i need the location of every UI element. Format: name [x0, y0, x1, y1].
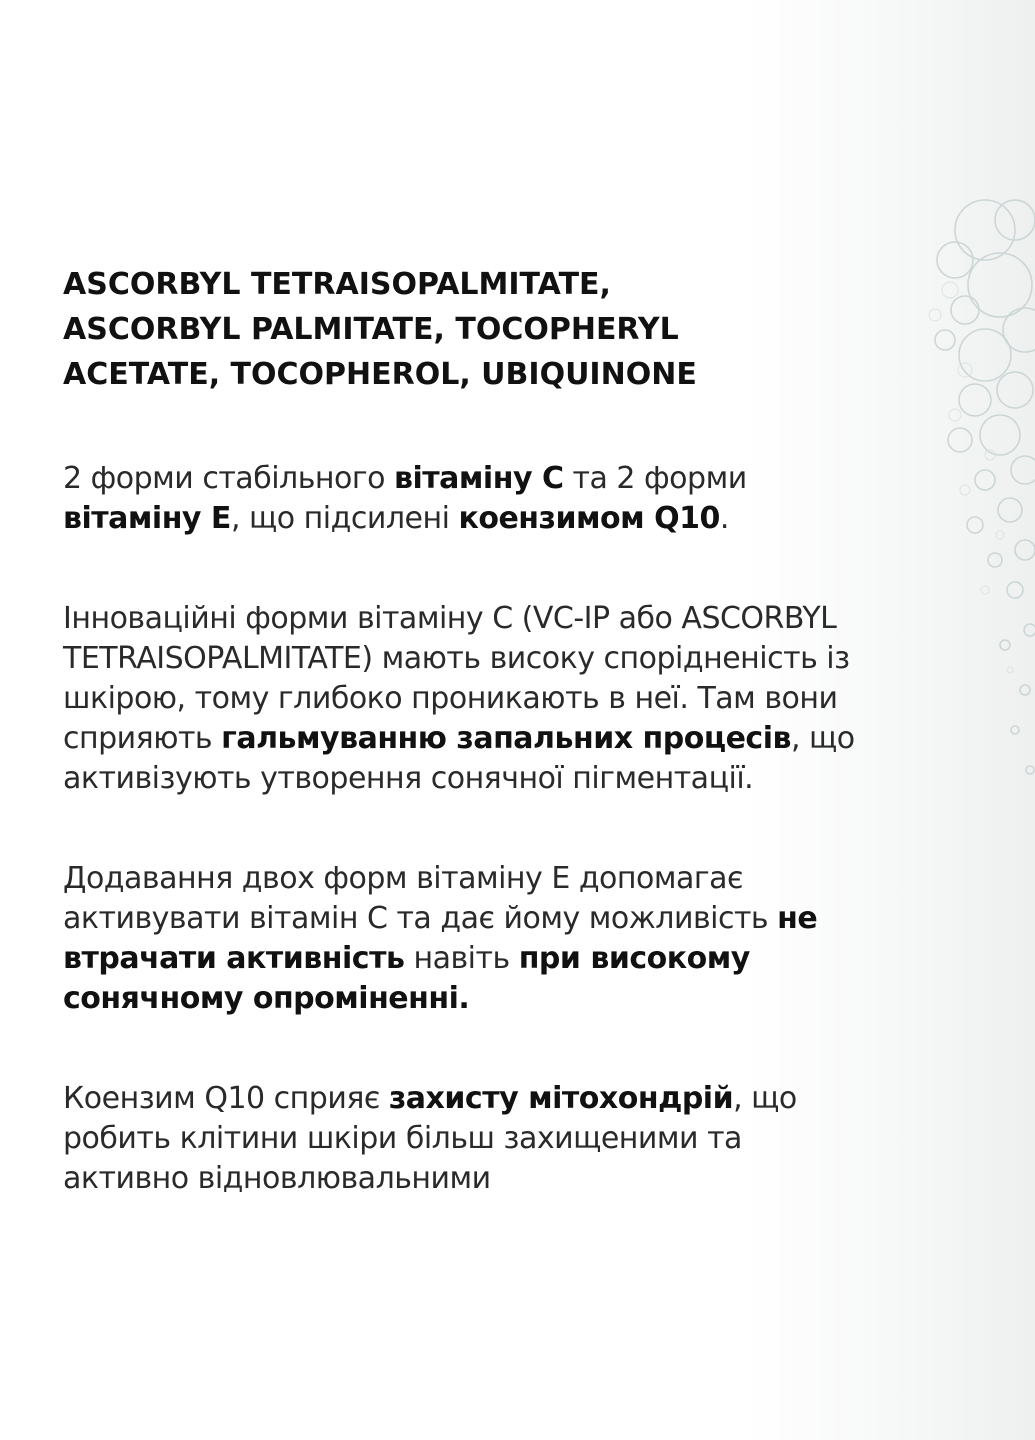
- paragraph-vitamin-c: [63, 599, 963, 799]
- text-line: TETRAISOPALMITATE) мають високу спорідненість із: [63, 641, 850, 676]
- text-line: активізують утворення сонячної пігментації.: [63, 761, 754, 796]
- text-line: сприяють гальмуванню запальних процесів, що: [63, 721, 855, 756]
- text-line: Додавання двох форм вітаміну Е допомагає: [63, 861, 744, 896]
- text-line: Коензим Q10 сприяє захисту мітохондрій, що: [63, 1081, 797, 1116]
- paragraph-vitamin-e: [63, 859, 963, 1019]
- content: [63, 262, 963, 1259]
- text-line: вітаміну Е, що підсилені коензимом Q10.: [63, 501, 729, 536]
- text-line: активно відновлювальними: [63, 1161, 491, 1196]
- text-line: 2 форми стабільного вітаміну С та 2 форми: [63, 461, 747, 496]
- text-line: активувати вітамін С та дає йому можливість не: [63, 901, 818, 936]
- text-line: Інноваційні форми вітаміну С (VC-IP або ASCORBYL: [63, 601, 837, 636]
- text-line: шкірою, тому глибоко проникають в неї. Там вони: [63, 681, 838, 716]
- paragraph-coenzyme: [63, 1079, 963, 1199]
- paragraph-vitamin-forms: [63, 459, 963, 539]
- text-line: сонячному опроміненні.: [63, 981, 470, 1016]
- title-line: ASCORBYL TETRAISOPALMITATE,: [63, 267, 611, 302]
- title-line: ACETATE, TOCOPHEROL, UBIQUINONE: [63, 357, 697, 392]
- text-line: робить клітини шкіри більш захищеними та: [63, 1121, 742, 1156]
- title-line: ASCORBYL PALMITATE, TOCOPHERYL: [63, 312, 679, 347]
- text-line: втрачати активність навіть при високому: [63, 941, 750, 976]
- ingredients-title: [63, 262, 963, 397]
